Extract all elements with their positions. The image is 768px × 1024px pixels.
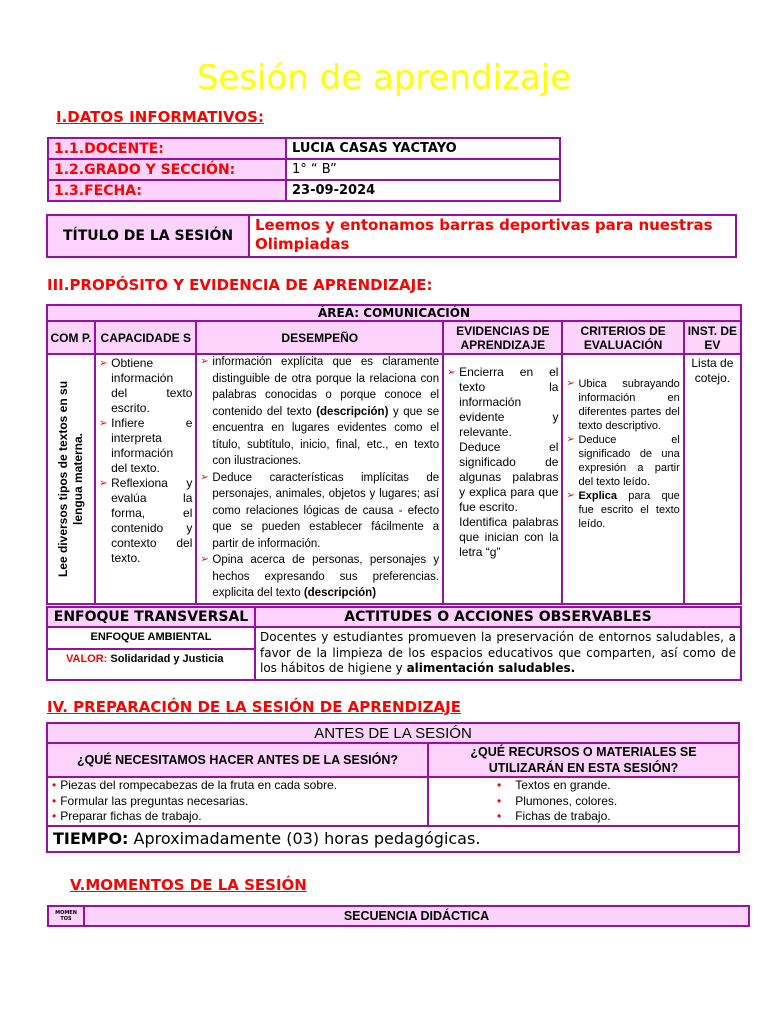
competencia-text: Lee diversos tipos de textos en su lengua materna. — [56, 380, 86, 577]
fecha-value: 23-09-2024 — [286, 180, 560, 201]
tiempo-label: TIEMPO: — [53, 829, 129, 848]
criterio-item: ➢ Deduce el significado de una expresión a partir del texto leído. — [566, 434, 680, 488]
capacidad-item: ➢ Reflexiona y evalúa la forma, el contenido y contexto del texto. — [99, 476, 193, 565]
valor-line — [48, 650, 254, 668]
titulo-table — [46, 214, 737, 258]
comp-header: COM P. — [47, 321, 95, 354]
criterios-header: CRITERIOS DE EVALUACIÓN — [562, 321, 683, 354]
grado-label: 1.2.GRADO Y SECCIÓN: — [48, 159, 286, 180]
antes-item: • Formular las preguntas necesarias. — [52, 793, 249, 808]
evidencias-cell — [443, 354, 562, 604]
enfoque-cell — [47, 627, 255, 680]
tiempo-cell — [47, 826, 739, 852]
antes-item: • Piezas del rompecabezas de la fruta en cada sobre. — [52, 778, 338, 792]
section-momentos-heading: V.MOMENTOS DE LA SESIÓN — [70, 876, 307, 894]
desempeno-item: ➢ información explícita que es claramente distinguible de otra porque la relaciona con palabras conocidas o porque conoce el contenido del texto (descripción) y que se encuentra en lugares evidentes como el título, subtítulo, inicio, final, etc., en texto con ilustraciones. — [200, 356, 440, 467]
titulo-value: Leemos y entonamos barras deportivas para nuestras Olimpiadas — [249, 215, 736, 257]
desempeno-cell — [196, 354, 443, 604]
enfoque-name: ENFOQUE AMBIENTAL — [48, 628, 254, 650]
section-preparacion-heading: IV. PREPARACIÓN DE LA SESIÓN DE APRENDIZAJE — [47, 698, 461, 716]
instrumento-cell: Lista de cotejo. — [684, 354, 741, 604]
secuencia-header: SECUENCIA DIDÁCTICA — [84, 906, 749, 926]
q2-header: ¿QUÉ RECURSOS O MATERIALES SE UTILIZARÁN EN ESTA SESIÓN? — [428, 743, 739, 777]
recurso-item: • Plumones, colores. — [497, 793, 618, 808]
page-title: Sesión de aprendizaje — [196, 58, 572, 98]
desempeno-item: ➢ Opina acerca de personas, personajes y hechos expresando sus preferencias. explicita del texto (descripción) — [200, 554, 440, 599]
docente-value: LUCIA CASAS YACTAYO — [286, 138, 560, 159]
tiempo-value: Aproximadamente (03) horas pedagógicas. — [133, 829, 481, 848]
capacidad-item: ➢ Infiere e interpreta información del texto. — [99, 416, 193, 475]
enfoque-table — [46, 606, 742, 681]
proposito-table — [46, 304, 742, 605]
section-proposito-heading: III.PROPÓSITO Y EVIDENCIA DE APRENDIZAJE: — [47, 276, 433, 294]
inst-header: INST. DE EV — [684, 321, 741, 354]
recurso-item: • Fichas de trabajo. — [497, 809, 611, 823]
capacidades-header: CAPACIDADE S — [95, 321, 196, 354]
q1-header: ¿QUÉ NECESITAMOS HACER ANTES DE LA SESIÓN? — [47, 743, 428, 777]
recursos-cell — [428, 777, 739, 826]
actitudes-header: ACTITUDES O ACCIONES OBSERVABLES — [255, 607, 741, 627]
titulo-label: TÍTULO DE LA SESIÓN — [47, 215, 249, 257]
desempeno-header: DESEMPEÑO — [196, 321, 443, 354]
evidencia-item: ➢ Encierra en el texto la información evidente y relevante. Deduce el significado de algunas palabras y explica para que fue escrito. Identifica palabras que inician con la letra “g” — [447, 365, 559, 559]
enfoque-header: ENFOQUE TRANSVERSAL — [47, 607, 255, 627]
criterio-item: ➢ Explica para que fue escrito el texto leído. — [566, 490, 680, 530]
criterios-cell — [562, 354, 683, 604]
fecha-label: 1.3.FECHA: — [48, 180, 286, 201]
valor-label: VALOR: — [66, 653, 108, 665]
capacidad-item: ➢ Obtiene información del texto escrito. — [99, 356, 193, 415]
datos-table — [47, 137, 561, 202]
actitud-cell: Docentes y estudiantes promueven la preservación de entornos saludables, a favor de la limpieza de los espacios educativos que comparten, así como de los hábitos de higiene y alimentación saludables. — [255, 627, 741, 680]
section-datos-heading: I.DATOS INFORMATIVOS: — [56, 108, 264, 126]
competencia-cell — [47, 354, 95, 604]
recurso-item: • Textos en grande. — [497, 778, 611, 792]
momentos-header: MOMEN TOS — [48, 906, 84, 926]
docente-label: 1.1.DOCENTE: — [48, 138, 286, 159]
capacidades-cell — [95, 354, 196, 604]
evidencias-header: EVIDENCIAS DE APRENDIZAJE — [443, 321, 562, 354]
desempeno-item: ➢ Deduce características implícitas de personajes, animales, objetos y lugares; así como relaciones lógicas de causa - efecto que se pueden establecer fácilmente a partir de información. — [200, 471, 440, 550]
preparacion-table — [46, 722, 740, 853]
momentos-table — [47, 905, 750, 927]
valor-value: Solidaridad y Justicia — [110, 653, 224, 665]
antes-item: • Preparar fichas de trabajo. — [52, 809, 202, 823]
area-header: ÁREA: COMUNICACIÓN — [47, 305, 741, 321]
antes-cell — [47, 777, 428, 826]
antes-header: ANTES DE LA SESIÓN — [47, 723, 739, 743]
grado-value: 1° “ B” — [286, 159, 560, 180]
criterio-item: ➢ Ubica subrayando información en diferentes partes del texto descriptivo. — [566, 378, 680, 432]
